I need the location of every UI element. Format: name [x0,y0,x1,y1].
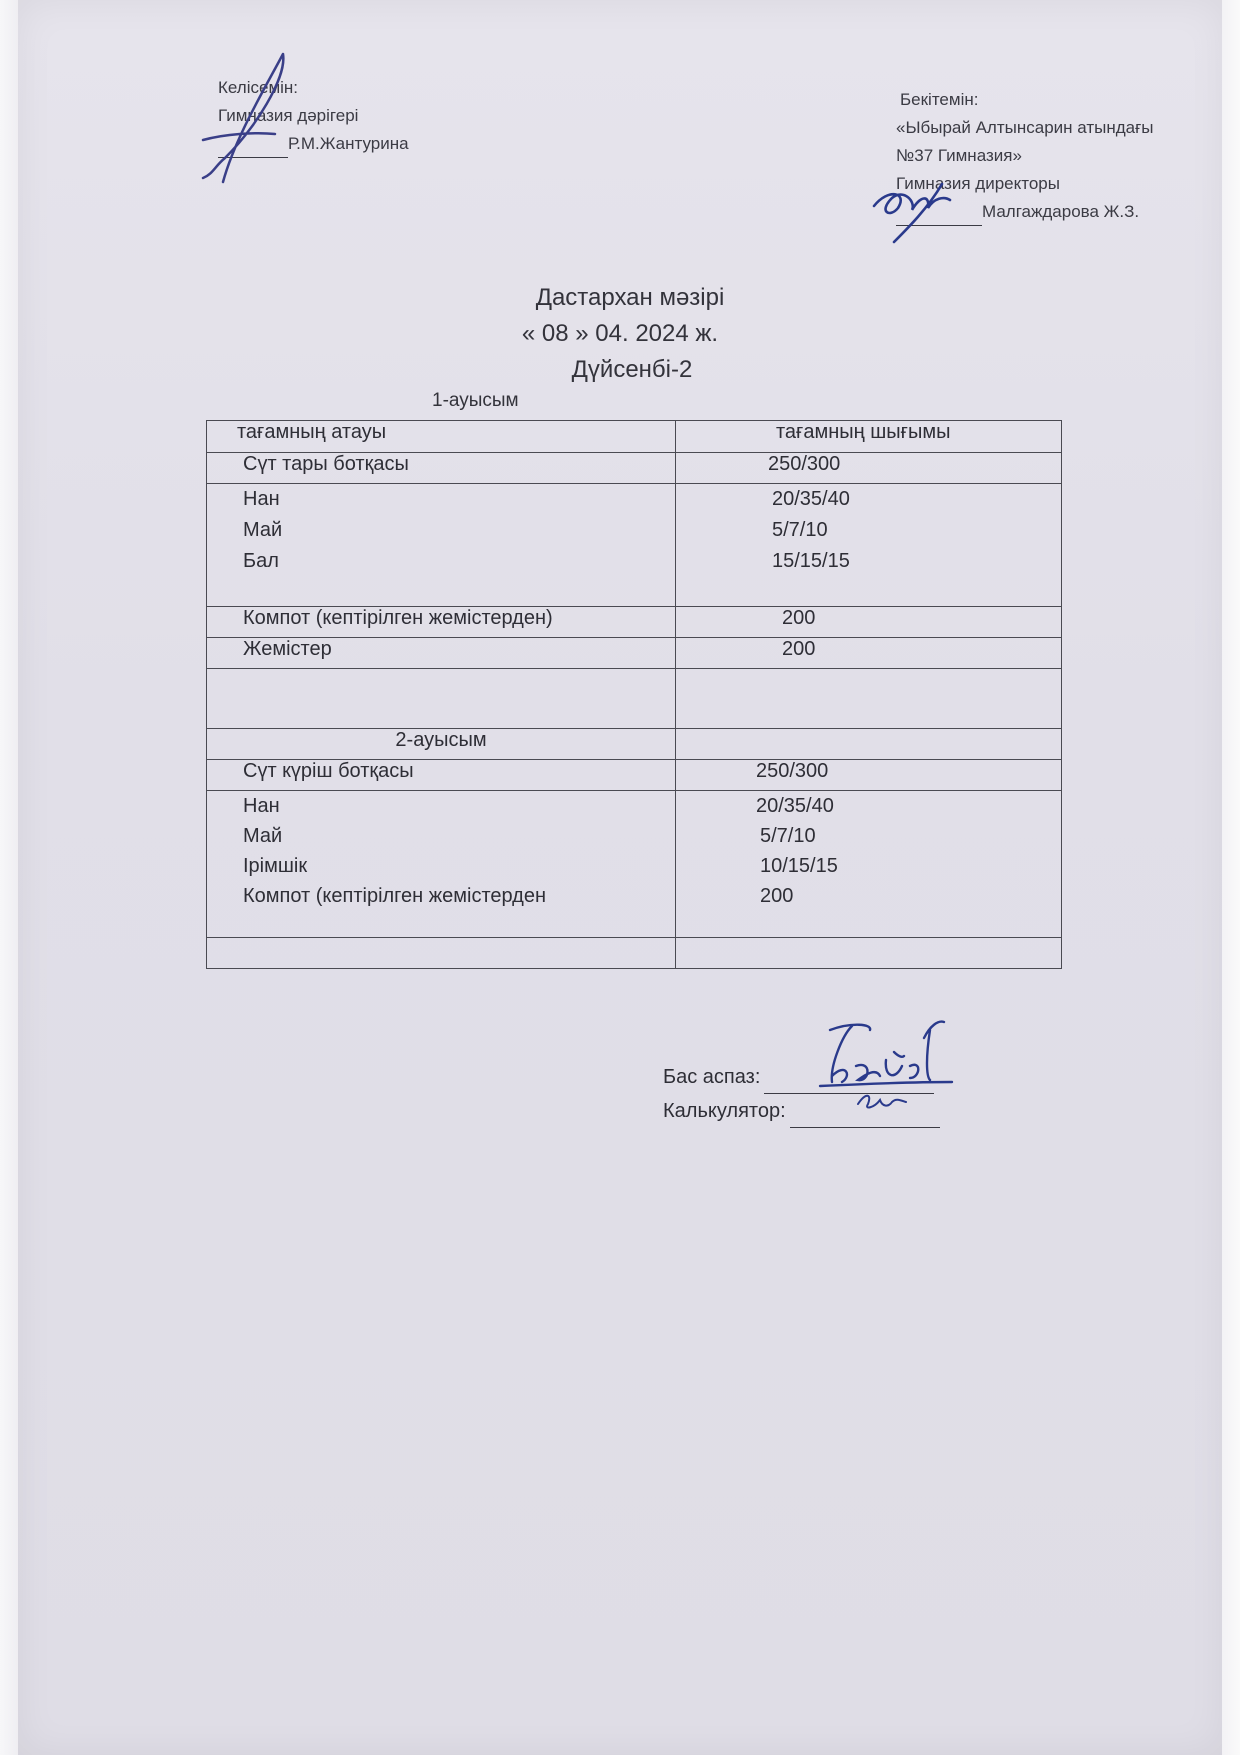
document-title [0,280,1240,388]
approval-left-label: Келісемін: [218,78,299,97]
approval-right-name: Малгаждарова Ж.З. [982,202,1140,221]
table-row [207,638,1062,669]
list-item: Май [243,519,283,541]
list-item: Нан [243,488,280,510]
menu-table [206,420,1062,969]
list-item: 20/35/40 [772,488,850,510]
approval-right-school-line2: №37 Гимназия» [896,146,1022,165]
shift1-compote-output: 200 [676,607,1062,638]
table-row [207,453,1062,484]
approval-right-position: Гимназия директоры [896,174,1060,193]
table-row [207,760,1062,791]
table-row-empty [207,938,1062,969]
chef-signature-mark [812,1016,962,1096]
director-signature-mark [868,178,988,248]
title-day: Дүйсенбі-2 [571,356,693,383]
title-menu: Дастархан мәзірі [535,284,725,311]
empty-cell [676,729,1062,760]
page-edge-left [0,0,18,1755]
list-item: 5/7/10 [760,825,816,847]
chef-label: Бас аспаз: [663,1066,761,1088]
list-item: Ірімшік [243,855,308,877]
list-item: 5/7/10 [772,519,828,541]
empty-cell [207,938,676,969]
approval-right-school-line1: «Ыбырай Алтынсарин атындағы [896,118,1154,137]
table-row [207,791,1062,938]
page-edge-right [1222,0,1240,1755]
empty-cell [676,669,1062,729]
table-row [207,607,1062,638]
empty-cell [207,669,676,729]
shift1-items-outputs [676,484,1062,607]
doctor-signature-mark [195,48,305,188]
shift1-label: 1-ауысым [432,390,519,411]
shift2-items-names [207,791,676,938]
approval-right-label: Бекітемін: [900,90,979,109]
calculator-signature-mark [852,1090,912,1114]
shift2-porridge-output: 250/300 [676,760,1062,791]
list-item: 10/15/15 [760,855,838,877]
list-item: 15/15/15 [772,550,850,572]
table-row [207,484,1062,607]
calculator-label: Калькулятор: [663,1100,786,1122]
shift1-porridge-name: Сүт тары ботқасы [207,453,676,484]
title-date: « 08 » 04. 2024 ж. [521,320,719,347]
list-item: Нан [243,795,280,817]
list-item: Май [243,825,283,847]
list-item: Бал [243,550,279,572]
empty-cell [676,938,1062,969]
shift1-porridge-output: 250/300 [676,453,1062,484]
shift1-fruits-name: Жемістер [207,638,676,669]
approval-left-name: Р.М.Жантурина [288,134,409,153]
shift2-items-outputs [676,791,1062,938]
shift1-fruits-output: 200 [676,638,1062,669]
table-row-empty [207,669,1062,729]
header-name: тағамның атауы [207,421,676,453]
shift2-porridge-name: Сүт күріш ботқасы [207,760,676,791]
shift2-label: 2-ауысым [207,729,676,760]
approval-left-position: Гимназия дәрігері [218,106,359,125]
table-row [207,729,1062,760]
shift1-items-names [207,484,676,607]
list-item: 200 [760,885,794,907]
list-item: 20/35/40 [756,795,834,817]
list-item: Компот (кептірілген жемістерден [243,885,547,907]
header-output: тағамның шығымы [676,421,1062,453]
table-header-row [207,421,1062,453]
shift1-compote-name: Компот (кептірілген жемістерден) [207,607,676,638]
